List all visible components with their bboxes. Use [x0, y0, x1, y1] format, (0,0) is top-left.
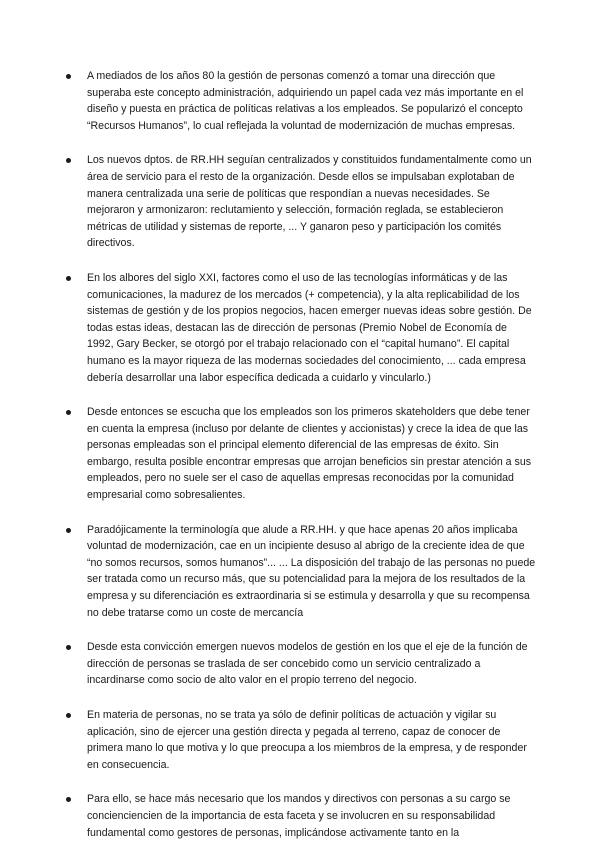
bullet-text: En los albores del siglo XXI, factores como el uso de las tecnologías informáticas y de las comunicaciones, la madurez de los mercados (+ competencia), y la alta replicabilidad de los sistemas de gestión y de los propios negocios, hacen emerger nuevas ideas sobre gestión. De todas estas ideas, destacan las de dirección de personas (Premio Nobel de Economía de 1992, Gary Becker, se otorgó por el trabajo relacionado con el “capital humano”. El capital humano es la mayor riqueza de las modernas sociedades del conocimiento, ... cada empresa debería desarrollar una labor específica dedicada a cuidarlo y vincularlo.) [87, 271, 532, 384]
bullet-item [66, 522, 536, 622]
bullet-dot-icon [66, 276, 71, 281]
bullet-dot-icon [66, 797, 71, 802]
bullet-text: Desde esta convicción emergen nuevos modelos de gestión en los que el eje de la función de dirección de personas se traslada de ser concebido como un servicio centralizado a incardinarse como socio de alto valor en el propio terreno del negocio. [87, 641, 528, 687]
bullet-dot-icon [66, 158, 71, 163]
bullet-list [66, 68, 536, 859]
bullet-item [66, 639, 536, 689]
bullet-item [66, 152, 536, 252]
bullet-text: A mediados de los años 80 la gestión de personas comenzó a tomar una dirección que superaba este concepto administración, adquiriendo un papel cada vez más importante en el diseño y puesta en práctica de políticas relativas a los empleados. Se popularizó el concepto “Recursos Humanos”, lo cual reflejada la voluntad de modernización de muchas empresas. [87, 70, 524, 132]
bullet-text: Para ello, se hace más necesario que los mandos y directivos con personas a su cargo se concienciencien de la importancia de esta faceta y se involucren en su responsabilidad fundamental como gestores de personas, implicándose activamente tanto en la [87, 793, 511, 839]
bullet-text: Desde entonces se escucha que los empleados son los primeros skateholders que debe tener en cuenta la empresa (incluso por delante de clientes y accionistas) y crece la idea de que las personas empleadas son el principal elemento diferencial de las empresas de éxito. Sin embargo, resulta posible encontrar empresas que arrojan beneficios sin prestar atención a sus empleados, pero no suele ser el caso de aquellas empresas reconocidas por la comunidad empresarial como sobresalientes. [87, 406, 532, 502]
bullet-dot-icon [66, 713, 71, 718]
bullet-item [66, 707, 536, 773]
bullet-text: En materia de personas, no se trata ya sólo de definir políticas de actuación y vigilar su aplicación, sino de ejercer una gestión directa y pegada al terreno, capaz de conocer de primera mano lo que motiva y lo que preocupa a los miembros de la empresa, y de responder en consecuencia. [87, 709, 527, 771]
bullet-text: Paradójicamente la terminología que alude a RR.HH. y que hace apenas 20 años implicaba voluntad de modernización, cae en un incipiente desuso al abrigo de la creciente idea de que “no somos recursos, somos humanos”... ... La disposición del trabajo de las personas no puede ser tratada como un recurso más, que su potencialidad para la mejora de los resultados de la empresa y su diferenciación es extraordinaria si se estimula y desarrolla y que su recompensa no debe tratarse como un coste de mercancía [87, 523, 536, 619]
bullet-item [66, 791, 536, 841]
bullet-dot-icon [66, 528, 71, 533]
bullet-text: Los nuevos dptos. de RR.HH seguían centralizados y constituidos fundamentalmente como un área de servicio para el resto de la organización. Desde ellos se impulsaban explotaban de manera centralizada una serie de políticas que respondían a nuevas necesidades. Se mejoraron y armonizaron: reclutamiento y selección, formación reglada, se establecieron métricas de utilidad y sistemas de reporte, ... Y ganaron peso y participación los comités directivos. [87, 154, 532, 250]
bullet-item [66, 68, 536, 134]
bullet-item [66, 270, 536, 386]
bullet-item [66, 404, 536, 504]
bullet-dot-icon [66, 410, 71, 415]
bullet-dot-icon [66, 645, 71, 650]
bullet-dot-icon [66, 74, 71, 79]
